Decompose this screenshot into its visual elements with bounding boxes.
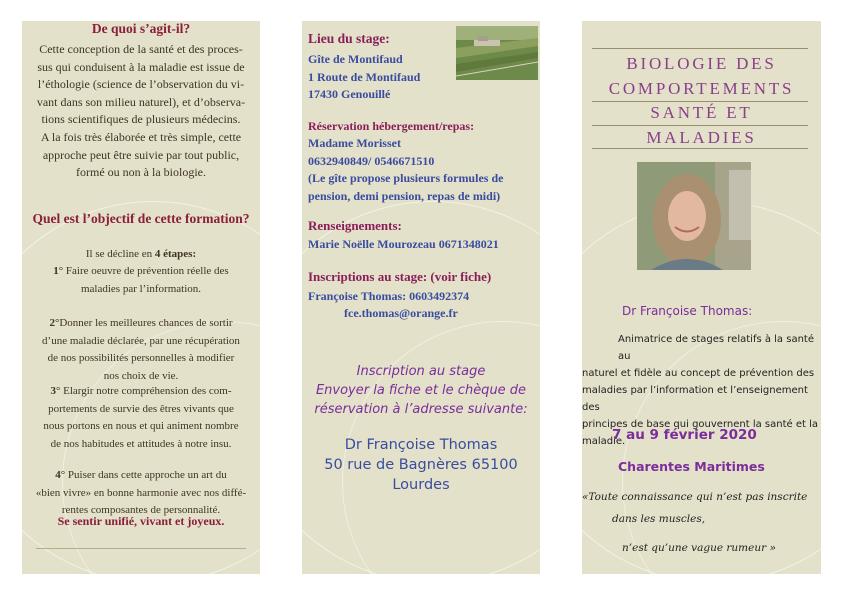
- text-line: tions scientifiques de plusieurs médecins.: [41, 112, 241, 127]
- portrait-icon: [637, 162, 751, 270]
- info-contact: Marie Noëlle Mourozeau 0671348021: [308, 237, 499, 251]
- text-line: sus qui conduisent à la maladie est issue de: [37, 59, 245, 74]
- doctor-name: Dr Françoise Thomas:: [622, 304, 753, 318]
- text-line: °Donner les meilleures chances de sortir: [54, 317, 233, 329]
- text-line: Animatrice de stages relatifs à la santé au: [618, 334, 814, 362]
- heading-booking: Réservation hébergement/repas:: [308, 119, 475, 133]
- text-line: «bien vivre» en bonne harmonie avec nos diffé-: [35, 486, 247, 499]
- step-number: 2: [49, 317, 55, 329]
- heading-objective: Quel est l’objectif de cette formation?: [32, 211, 250, 226]
- text-line: vant dans son milieu naturel), et d’observa-: [36, 94, 246, 109]
- text-line: Gîte de Montifaud: [308, 52, 403, 66]
- heading-info: Renseignements:: [308, 218, 402, 233]
- text-line: Envoyer la fiche et le chèque de: [315, 383, 527, 398]
- text-line: d’une maladie déclarée, par une récupération: [42, 334, 240, 347]
- text-line: nos choix de vie.: [103, 369, 179, 382]
- text-line: de nos habitudes et attitudes à notre insu.: [50, 437, 232, 450]
- closing-line: Se sentir unifié, vivant et joyeux.: [57, 514, 225, 528]
- step-number: 3: [50, 385, 56, 397]
- title-rule-bottom: [592, 148, 808, 149]
- title-rule-top: [592, 48, 808, 49]
- text-line: Lourdes: [392, 477, 450, 493]
- step-2: [22, 315, 260, 385]
- heading-what-is-it: De quoi s’agit-il?: [91, 21, 191, 36]
- title-line: SANTÉ ET: [650, 103, 753, 122]
- text-line: maladies par l’information.: [80, 282, 202, 295]
- ornament-divider: [36, 545, 246, 553]
- text-line: pension, demi pension, repas de midi): [308, 188, 501, 203]
- text-line: de nos possibilités personnelles à modifier: [47, 352, 235, 365]
- text-line: Cette conception de la santé et des proces-: [39, 42, 243, 56]
- text-line: l’éthologie (science de l’observation du vi-: [37, 77, 245, 92]
- booking-details: [308, 135, 540, 205]
- event-region: Charentes Maritimes: [618, 459, 765, 474]
- text-line: (Le gîte propose plusieurs formules de: [308, 171, 504, 186]
- heading-venue: Lieu du stage:: [308, 31, 390, 46]
- portrait-photo: [637, 162, 751, 270]
- step-number: 1: [53, 265, 59, 277]
- quote-line-3: n’est qu’une vague rumeur »: [622, 542, 776, 554]
- text-line: nous portons en nous et qui animent nombre: [43, 420, 239, 433]
- text-line: A la fois très élaborée et très simple, cette: [40, 129, 242, 144]
- signup-email[interactable]: fce.thomas@orange.fr: [344, 306, 458, 320]
- text-line: ° Faire oeuvre de prévention réelle des: [58, 265, 229, 277]
- panel-right: [582, 21, 821, 574]
- text-line: ° Puiser dans cette approche un art du: [60, 469, 227, 481]
- event-dates: 7 au 9 février 2020: [612, 427, 757, 443]
- text-line: maladie.: [582, 436, 626, 447]
- text-line: approche peut être suivie par tout public,: [42, 147, 240, 162]
- text-line: portements de survie des êtres vivants que: [48, 402, 234, 415]
- panel-left: [22, 21, 260, 574]
- title-line: BIOLOGIE DES: [626, 54, 777, 73]
- title-rule-mid: [592, 101, 808, 102]
- text-line: 1 Route de Montifaud: [308, 69, 421, 84]
- title-line: COMPORTEMENTS: [608, 78, 795, 98]
- text-line: réservation à l’adresse suivante:: [314, 402, 528, 417]
- text-line: 50 rue de Bagnères 65100: [324, 457, 518, 473]
- quote-line-1: «Toute connaissance qui n’est pas inscrite: [582, 491, 808, 503]
- send-instructions: [302, 362, 540, 419]
- text-line: formé ou non à la biologie.: [76, 165, 206, 180]
- text-line: 17430 Genouillé: [308, 87, 391, 102]
- panel-middle: [302, 21, 540, 574]
- title-line: MALADIES: [646, 127, 757, 147]
- steps-intro-text: Il se décline en: [85, 248, 155, 260]
- quote-line-2: dans les muscles,: [612, 513, 706, 525]
- signup-contact: Françoise Thomas: 0603492374: [308, 289, 470, 303]
- steps-count: 4 étapes:: [154, 248, 197, 260]
- booking-phone: 0632940849/ 0546671510: [308, 153, 435, 168]
- heading-signup: Inscriptions au stage: (voir fiche): [308, 269, 492, 284]
- step-number: 4: [55, 469, 61, 481]
- title-rule-mid2: [592, 125, 808, 126]
- venue-address: [308, 51, 538, 104]
- text-line: ° Elargir notre compréhension des com-: [55, 385, 232, 397]
- text-line: principes de base qui gouvernent la santé et la: [582, 419, 818, 430]
- text-line: Dr Françoise Thomas: [344, 437, 498, 453]
- booking-name: Madame Morisset: [308, 136, 401, 150]
- text-line: Inscription au stage: [356, 364, 486, 379]
- postal-address: [302, 435, 540, 495]
- steps-intro: [22, 246, 260, 264]
- text-line: maladies par l’information et l’enseignement des: [582, 385, 808, 413]
- intro-paragraph: [22, 41, 260, 182]
- step-4: [22, 467, 260, 520]
- step-1: [22, 263, 260, 298]
- text-line: rentes composantes de personnalité.: [61, 504, 221, 517]
- text-line: naturel et fidèle au concept de prévention des: [582, 368, 815, 379]
- step-3: [22, 383, 260, 453]
